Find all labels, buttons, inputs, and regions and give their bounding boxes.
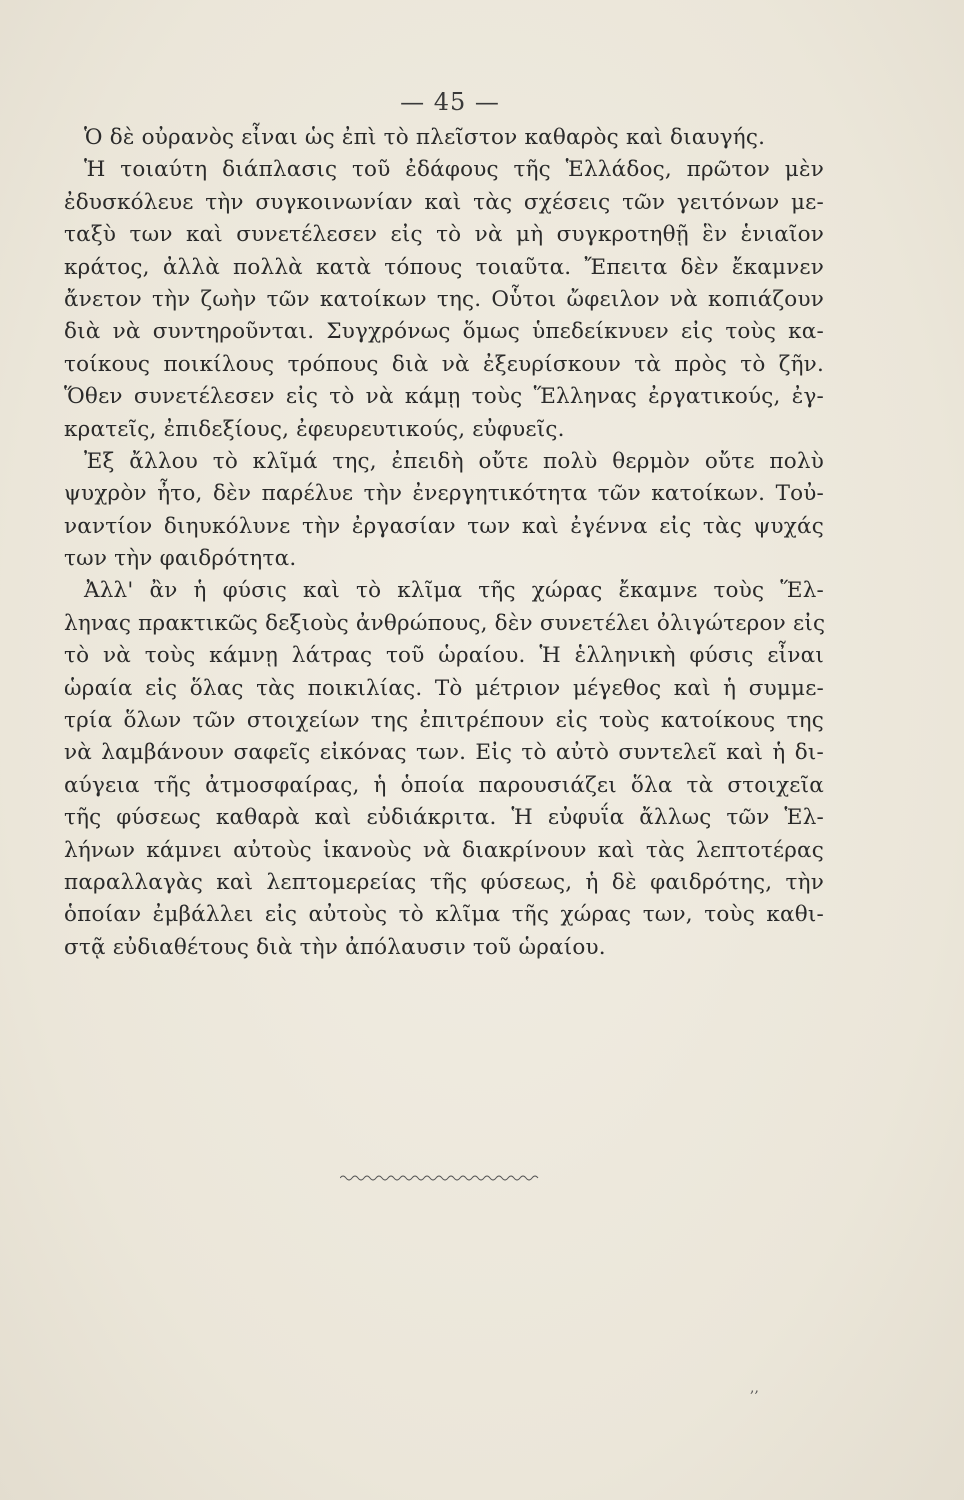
text-line: ψυχρὸν ἦτο, δὲν παρέλυε τὴν ἐνεργητικότητα τῶν κατοίκων. Τοὐ-: [64, 481, 824, 507]
text-line: ναντίον διηυκόλυνε τὴν ἐργασίαν των καὶ ἐγέννα εἰς τὰς ψυχάς: [64, 513, 824, 539]
body-text: [64, 122, 824, 964]
text-line: τοίκους ποικίλους τρόπους διὰ νὰ ἐξευρίσκουν τὰ πρὸς τὸ ζῆν.: [64, 351, 824, 377]
text-line: Ἐξ ἄλλου τὸ κλῖμά της, ἐπειδὴ οὔτε πολὺ θερμὸν οὔτε πολὺ: [84, 448, 824, 474]
text-line: τῆς φύσεως καθαρὰ καὶ εὐδιάκριτα. Ἡ εὐφυΐα ἄλλως τῶν Ἑλ-: [64, 805, 824, 831]
text-line: ὡραία εἰς ὅλας τὰς ποικιλίας. Τὸ μέτριον μέγεθος καὶ ἡ συμμε-: [64, 675, 824, 701]
text-line: ταξὺ των καὶ συνετέλεσεν εἰς τὸ νὰ μὴ συγκροτηθῇ ἓν ἑνιαῖον: [64, 222, 824, 248]
text-line: κράτος, ἀλλὰ πολλὰ κατὰ τόπους τοιαῦτα. Ἔπειτα δὲν ἔκαμνεν: [64, 254, 824, 280]
text-line: ὁποίαν ἐμβάλλει εἰς αὐτοὺς τὸ κλῖμα τῆς χώρας των, τοὺς καθι-: [64, 902, 824, 928]
text-line: στᾷ εὐδιαθέτους διὰ τὴν ἀπόλαυσιν τοῦ ὡραίου.: [64, 934, 606, 960]
text-line: λήνων κάμνει αὐτοὺς ἱκανοὺς νὰ διακρίνουν καὶ τὰς λεπτοτέρας: [64, 837, 824, 863]
text-line: Ὅθεν συνετέλεσεν εἰς τὸ νὰ κάμῃ τοὺς Ἕλληνας ἐργατικούς, ἐγ-: [64, 384, 824, 410]
text-line: αύγεια τῆς ἀτμοσφαίρας, ἡ ὁποία παρουσιάζει ὅλα τὰ στοιχεῖα: [64, 772, 824, 798]
text-line: τρία ὅλων τῶν στοιχείων της ἐπιτρέπουν εἰς τοὺς κατοίκους της: [64, 708, 824, 734]
text-line: Ὁ δὲ οὐρανὸς εἶναι ὡς ἐπὶ τὸ πλεῖστον καθαρὸς καὶ διαυγής.: [84, 125, 766, 150]
text-line: τὸ νὰ τοὺς κάμνῃ λάτρας τοῦ ὡραίου. Ἡ ἑλληνικὴ φύσις εἶναι: [64, 643, 824, 669]
text-line: Ἀλλ' ἂν ἡ φύσις καὶ τὸ κλῖμα τῆς χώρας ἔκαμνε τοὺς Ἕλ-: [84, 578, 824, 604]
text-line: παραλλαγὰς καὶ λεπτομερείας τῆς φύσεως, ἡ δὲ φαιδρότης, τὴν: [64, 869, 824, 895]
text-line: νὰ λαμβάνουν σαφεῖς εἰκόνας των. Εἰς τὸ αὐτὸ συντελεῖ καὶ ἡ δι-: [64, 740, 824, 766]
text-line: Ἡ τοιαύτη διάπλασις τοῦ ἐδάφους τῆς Ἑλλάδος, πρῶτον μὲν: [84, 157, 824, 183]
text-line: ληνας πρακτικῶς δεξιοὺς ἀνθρώπους, δὲν συνετέλει ὀλιγώτερον εἰς: [64, 610, 826, 636]
text-line: ἄνετον τὴν ζωὴν τῶν κατοίκων της. Οὗτοι ὤφειλον νὰ κοπιάζουν: [64, 286, 824, 312]
text-line: διὰ νὰ συντηροῦνται. Συγχρόνως ὅμως ὑπεδείκνυεν εἰς τοὺς κα-: [64, 319, 824, 345]
wavy-divider-ornament: [340, 1172, 540, 1184]
text-line: ἐδυσκόλευε τὴν συγκοινωνίαν καὶ τὰς σχέσεις τῶν γειτόνων με-: [64, 189, 824, 215]
stray-ink-mark: ,,: [750, 1380, 759, 1396]
page-number: — 45 —: [400, 88, 500, 116]
text-line: των τὴν φαιδρότητα.: [64, 546, 297, 572]
text-line: κρατεῖς, ἐπιδεξίους, ἐφευρευτικούς, εὐφυεῖς.: [64, 416, 565, 442]
